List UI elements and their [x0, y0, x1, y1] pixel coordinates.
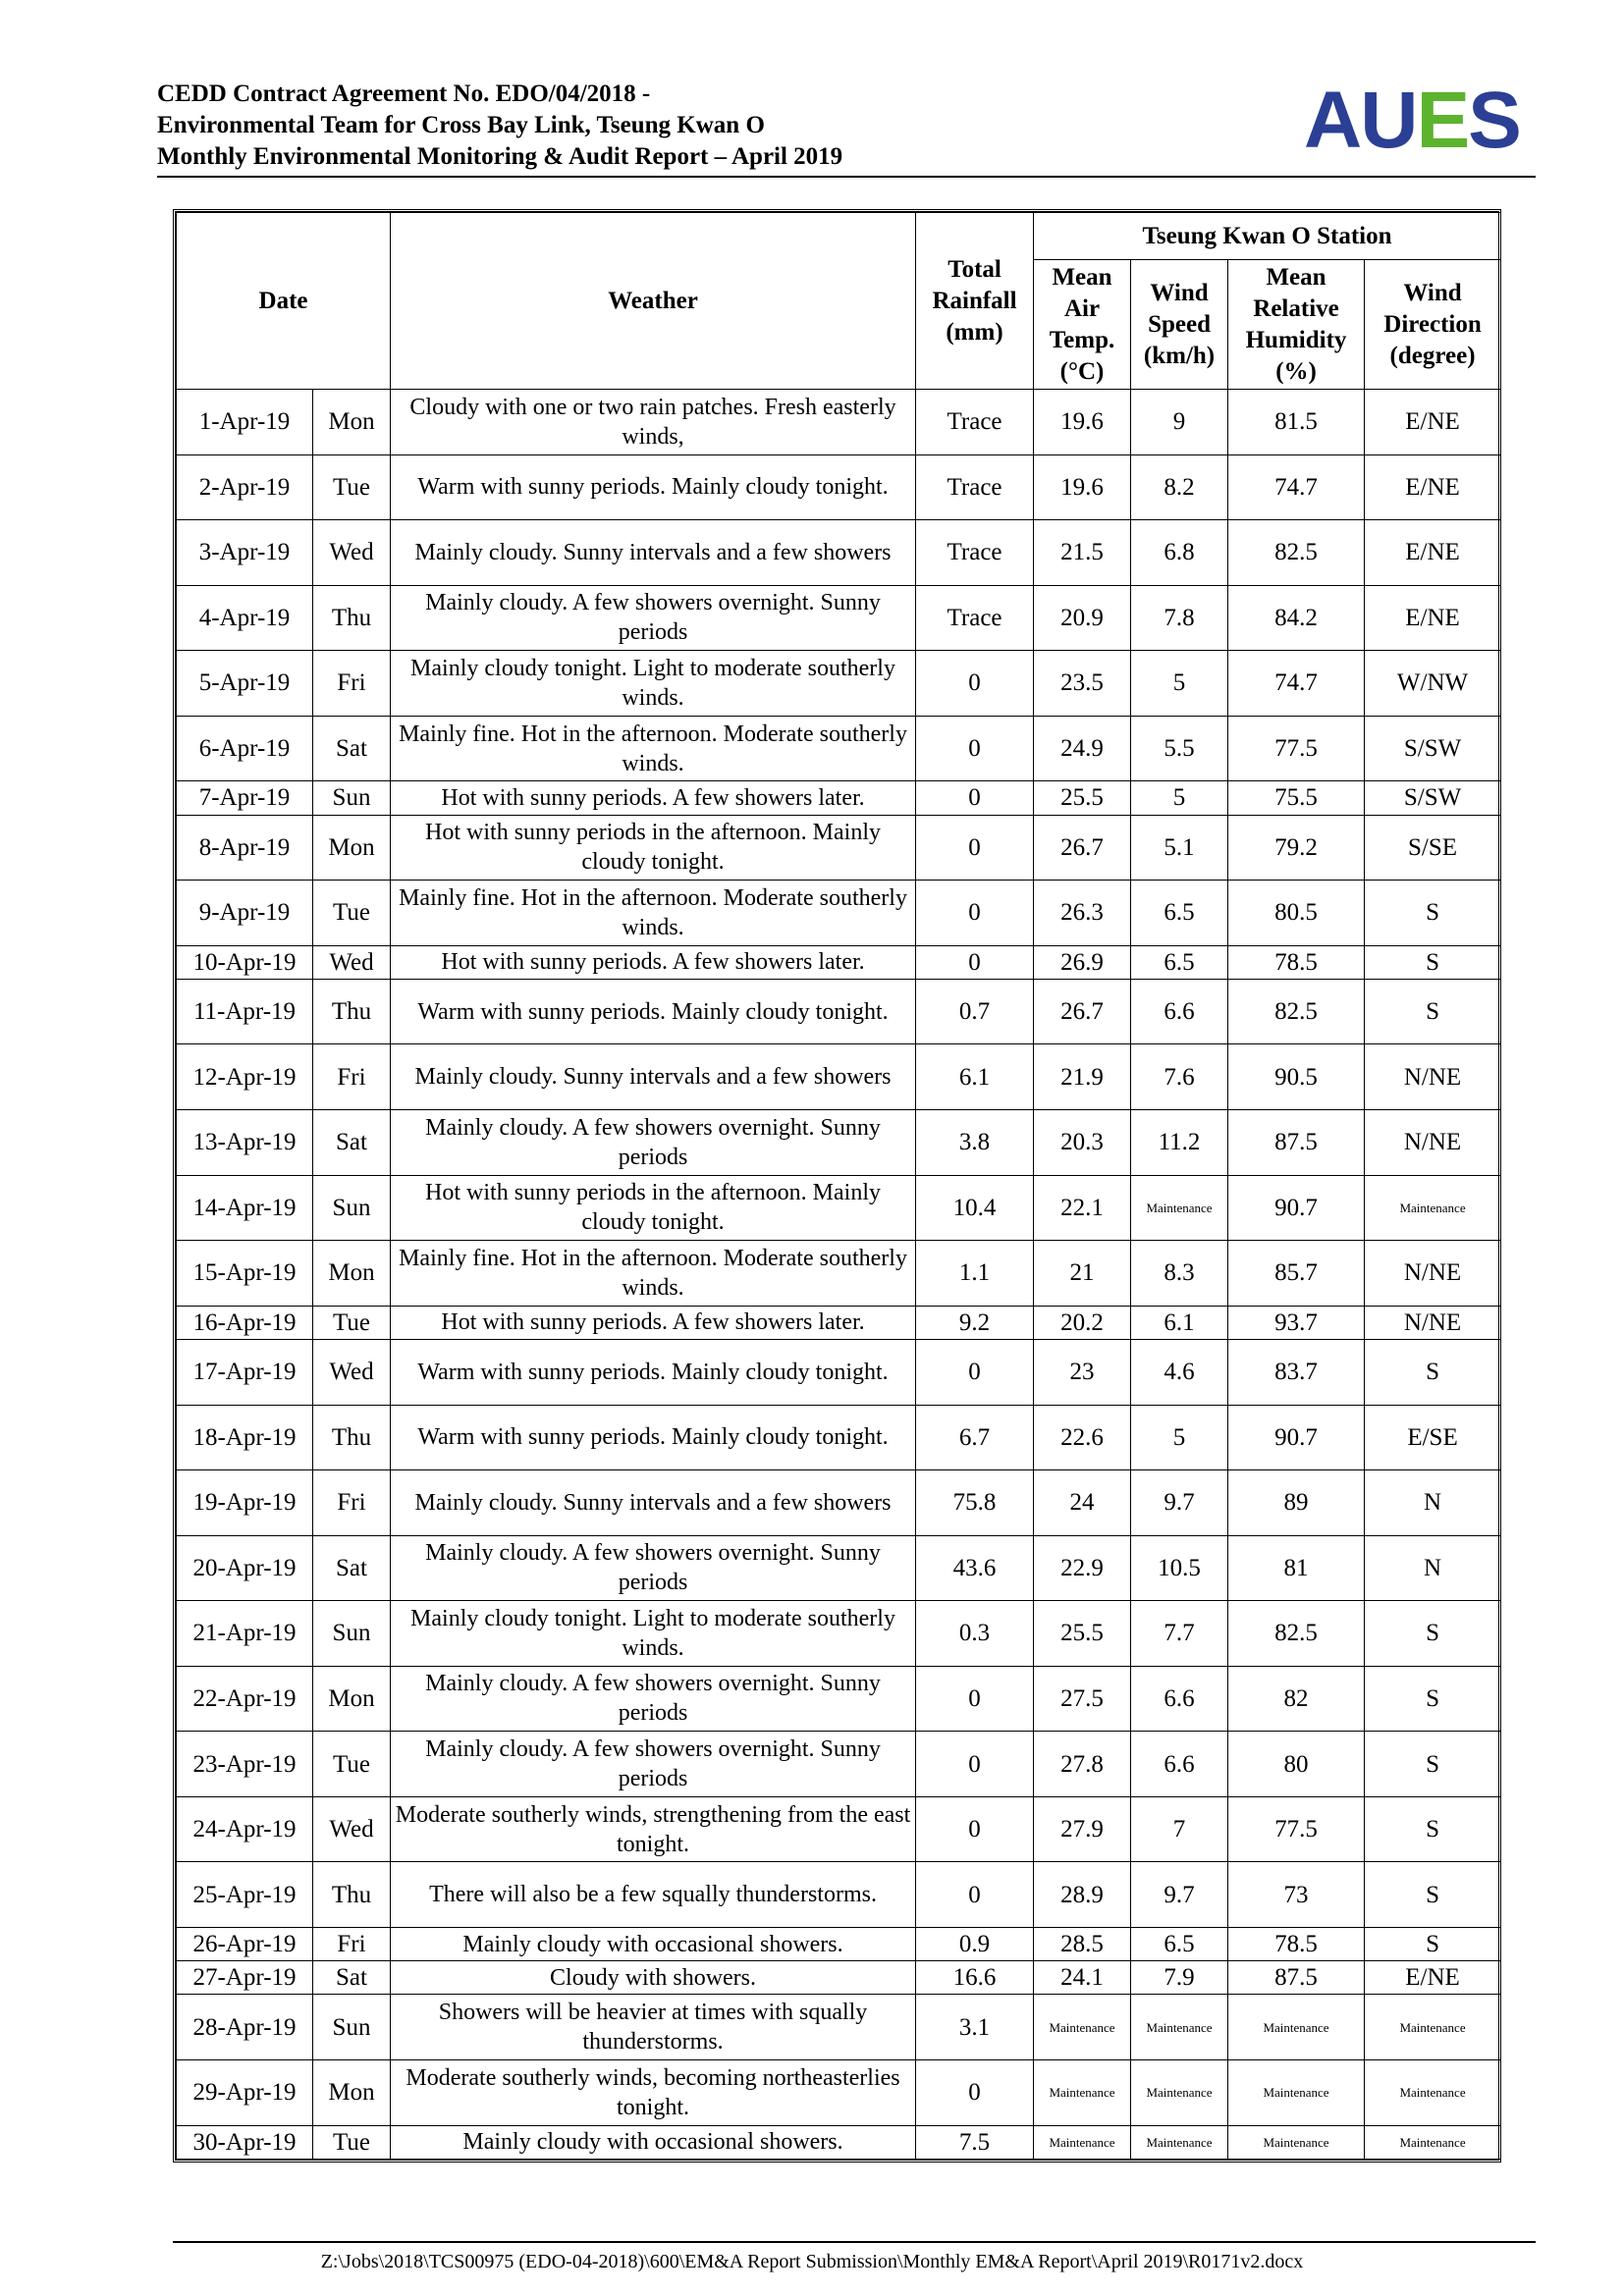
table-row [177, 815, 1501, 881]
table-row [177, 1601, 1501, 1667]
wind-direction-cell: N/NE [1365, 1241, 1501, 1307]
rainfall-cell: 9.2 [916, 1306, 1034, 1339]
table-row [177, 1470, 1501, 1536]
day-cell: Thu [313, 1405, 391, 1470]
temp-cell: 21.5 [1034, 520, 1131, 586]
temp-cell: 20.3 [1034, 1110, 1131, 1176]
weather-cell: Mainly cloudy tonight. Light to moderate southerly winds. [391, 651, 916, 717]
wind-speed-cell: 9 [1131, 390, 1228, 455]
rainfall-cell: 43.6 [916, 1535, 1034, 1601]
wind-speed-cell: 11.2 [1131, 1110, 1228, 1176]
wind-direction-cell: N/NE [1365, 1044, 1501, 1110]
day-cell: Sun [313, 781, 391, 815]
wind-direction-cell: E/NE [1365, 520, 1501, 586]
rainfall-cell: 0 [916, 781, 1034, 815]
wind-speed-cell: 7.7 [1131, 1601, 1228, 1667]
temp-cell: 26.3 [1034, 881, 1131, 946]
day-cell: Fri [313, 651, 391, 717]
table-row [177, 979, 1501, 1044]
weather-cell: Warm with sunny periods. Mainly cloudy tonight. [391, 979, 916, 1044]
day-cell: Sun [313, 1175, 391, 1241]
humidity-cell: 74.7 [1228, 651, 1365, 717]
humidity-cell: Maintenance [1228, 2125, 1365, 2159]
wind-direction-cell: Maintenance [1365, 2125, 1501, 2159]
humidity-cell: 79.2 [1228, 815, 1365, 881]
date-cell: 8-Apr-19 [177, 815, 313, 881]
temp-cell: 26.7 [1034, 979, 1131, 1044]
day-cell: Mon [313, 390, 391, 455]
humidity-cell: 90.7 [1228, 1175, 1365, 1241]
header-weather: Weather [391, 213, 916, 390]
date-cell: 29-Apr-19 [177, 2059, 313, 2125]
date-cell: 19-Apr-19 [177, 1470, 313, 1536]
wind-speed-cell: 6.6 [1131, 1732, 1228, 1797]
rainfall-cell: 6.1 [916, 1044, 1034, 1110]
day-cell: Thu [313, 1862, 391, 1928]
temp-cell: 27.9 [1034, 1796, 1131, 1862]
weather-cell: Showers will be heavier at times with squally thunderstorms. [391, 1995, 916, 2060]
wind-direction-cell: Maintenance [1365, 1175, 1501, 1241]
wind-direction-cell: S [1365, 1796, 1501, 1862]
humidity-cell: 82.5 [1228, 520, 1365, 586]
humidity-cell: Maintenance [1228, 1995, 1365, 2060]
rainfall-cell: 0 [916, 2059, 1034, 2125]
weather-cell: Mainly cloudy. Sunny intervals and a few showers [391, 1470, 916, 1536]
date-cell: 5-Apr-19 [177, 651, 313, 717]
table-row [177, 1732, 1501, 1797]
table-row [177, 520, 1501, 586]
day-cell: Thu [313, 979, 391, 1044]
wind-speed-cell: Maintenance [1131, 1175, 1228, 1241]
humidity-cell: 85.7 [1228, 1241, 1365, 1307]
date-cell: 1-Apr-19 [177, 390, 313, 455]
humidity-cell: 77.5 [1228, 1796, 1365, 1862]
wind-speed-cell: 5 [1131, 781, 1228, 815]
table-body [177, 390, 1501, 2160]
header-wind-direction: Wind Direction (degree) [1365, 260, 1501, 390]
table-row [177, 1961, 1501, 1995]
day-cell: Sat [313, 1110, 391, 1176]
temp-cell: 26.7 [1034, 815, 1131, 881]
rainfall-cell: Trace [916, 585, 1034, 651]
temp-cell: 19.6 [1034, 390, 1131, 455]
rainfall-cell: 7.5 [916, 2125, 1034, 2159]
temp-cell: Maintenance [1034, 2125, 1131, 2159]
humidity-cell: 78.5 [1228, 945, 1365, 979]
wind-direction-cell: S [1365, 1732, 1501, 1797]
temp-cell: 23.5 [1034, 651, 1131, 717]
rainfall-cell: 10.4 [916, 1175, 1034, 1241]
day-cell: Wed [313, 520, 391, 586]
wind-direction-cell: Maintenance [1365, 2059, 1501, 2125]
table-row [177, 1862, 1501, 1928]
footer-rule [173, 2241, 1536, 2243]
humidity-cell: 73 [1228, 1862, 1365, 1928]
date-cell: 20-Apr-19 [177, 1535, 313, 1601]
wind-speed-cell: 6.1 [1131, 1306, 1228, 1339]
wind-speed-cell: 7 [1131, 1796, 1228, 1862]
date-cell: 30-Apr-19 [177, 2125, 313, 2159]
date-cell: 25-Apr-19 [177, 1862, 313, 1928]
header-team-line: Environmental Team for Cross Bay Link, Tseung Kwan O [157, 112, 765, 138]
date-cell: 9-Apr-19 [177, 881, 313, 946]
weather-cell: Mainly fine. Hot in the afternoon. Moderate southerly winds. [391, 1241, 916, 1307]
temp-cell: 26.9 [1034, 945, 1131, 979]
day-cell: Sat [313, 1961, 391, 1995]
weather-cell: Hot with sunny periods. A few showers later. [391, 945, 916, 979]
humidity-cell: 75.5 [1228, 781, 1365, 815]
wind-direction-cell: N [1365, 1535, 1501, 1601]
date-cell: 11-Apr-19 [177, 979, 313, 1044]
rainfall-cell: 0 [916, 1796, 1034, 1862]
table-row [177, 2125, 1501, 2159]
aues-logo [1304, 77, 1520, 165]
header-station: Tseung Kwan O Station [1034, 213, 1501, 260]
date-cell: 17-Apr-19 [177, 1339, 313, 1405]
wind-direction-cell: W/NW [1365, 651, 1501, 717]
date-cell: 23-Apr-19 [177, 1732, 313, 1797]
humidity-cell: 77.5 [1228, 716, 1365, 781]
footer-file-path: Z:\Jobs\2018\TCS00975 (EDO-04-2018)\600\EM&A Report Submission\Monthly EM&A Report\April 2019\R0171v2.docx [320, 2251, 1304, 2272]
day-cell: Mon [313, 815, 391, 881]
weather-cell: Mainly cloudy. A few showers overnight. Sunny periods [391, 1732, 916, 1797]
weather-cell: Mainly cloudy. Sunny intervals and a few showers [391, 520, 916, 586]
date-cell: 22-Apr-19 [177, 1666, 313, 1732]
weather-cell: Mainly cloudy. A few showers overnight. Sunny periods [391, 1110, 916, 1176]
wind-speed-cell: 9.7 [1131, 1862, 1228, 1928]
table-row [177, 1405, 1501, 1470]
humidity-cell: 82.5 [1228, 1601, 1365, 1667]
humidity-cell: 80 [1228, 1732, 1365, 1797]
wind-direction-cell: S/SE [1365, 815, 1501, 881]
wind-speed-cell: 7.6 [1131, 1044, 1228, 1110]
date-cell: 26-Apr-19 [177, 1927, 313, 1960]
rainfall-cell: 0 [916, 1339, 1034, 1405]
rainfall-cell: 0.3 [916, 1601, 1034, 1667]
table-row [177, 945, 1501, 979]
weather-cell: Mainly cloudy. A few showers overnight. Sunny periods [391, 1666, 916, 1732]
logo-part-s: S [1468, 76, 1520, 165]
table-row [177, 1306, 1501, 1339]
humidity-cell: 87.5 [1228, 1961, 1365, 1995]
logo-part-au: AU [1304, 76, 1417, 165]
weather-cell: Warm with sunny periods. Mainly cloudy tonight. [391, 1339, 916, 1405]
header-rainfall: Total Rainfall (mm) [916, 213, 1034, 390]
wind-speed-cell: Maintenance [1131, 2059, 1228, 2125]
table-row [177, 1995, 1501, 2060]
wind-direction-cell: E/NE [1365, 1961, 1501, 1995]
humidity-cell: 90.7 [1228, 1405, 1365, 1470]
temp-cell: 22.9 [1034, 1535, 1131, 1601]
header-humidity: Mean Relative Humidity (%) [1228, 260, 1365, 390]
rainfall-cell: 16.6 [916, 1961, 1034, 1995]
humidity-cell: 90.5 [1228, 1044, 1365, 1110]
wind-speed-cell: 6.8 [1131, 520, 1228, 586]
date-cell: 28-Apr-19 [177, 1995, 313, 2060]
weather-cell: Mainly cloudy. Sunny intervals and a few showers [391, 1044, 916, 1110]
weather-cell: Mainly cloudy with occasional showers. [391, 2125, 916, 2159]
header-rule [157, 176, 1536, 178]
wind-direction-cell: E/NE [1365, 454, 1501, 520]
wind-direction-cell: Maintenance [1365, 1995, 1501, 2060]
temp-cell: 28.5 [1034, 1927, 1131, 1960]
wind-speed-cell: 5 [1131, 1405, 1228, 1470]
temp-cell: 21 [1034, 1241, 1131, 1307]
humidity-cell: 80.5 [1228, 881, 1365, 946]
rainfall-cell: Trace [916, 454, 1034, 520]
temp-cell: 21.9 [1034, 1044, 1131, 1110]
weather-cell: Mainly cloudy. A few showers overnight. Sunny periods [391, 585, 916, 651]
wind-speed-cell: 7.9 [1131, 1961, 1228, 1995]
weather-cell: There will also be a few squally thunderstorms. [391, 1862, 916, 1928]
header-contract-line: CEDD Contract Agreement No. EDO/04/2018 - [157, 80, 651, 107]
table-row [177, 390, 1501, 455]
day-cell: Fri [313, 1044, 391, 1110]
table-row [177, 716, 1501, 781]
rainfall-cell: 0 [916, 881, 1034, 946]
date-cell: 12-Apr-19 [177, 1044, 313, 1110]
wind-direction-cell: S [1365, 1601, 1501, 1667]
day-cell: Mon [313, 1241, 391, 1307]
temp-cell: 22.1 [1034, 1175, 1131, 1241]
weather-cell: Mainly fine. Hot in the afternoon. Moderate southerly winds. [391, 716, 916, 781]
temp-cell: 24.1 [1034, 1961, 1131, 1995]
temp-cell: 24.9 [1034, 716, 1131, 781]
wind-direction-cell: E/NE [1365, 390, 1501, 455]
table-row [177, 651, 1501, 717]
day-cell: Wed [313, 945, 391, 979]
wind-direction-cell: S [1365, 979, 1501, 1044]
weather-cell: Hot with sunny periods in the afternoon. Mainly cloudy tonight. [391, 815, 916, 881]
humidity-cell: 84.2 [1228, 585, 1365, 651]
temp-cell: 23 [1034, 1339, 1131, 1405]
day-cell: Fri [313, 1470, 391, 1536]
wind-speed-cell: 10.5 [1131, 1535, 1228, 1601]
logo-part-e: E [1416, 76, 1469, 165]
humidity-cell: 81.5 [1228, 390, 1365, 455]
humidity-cell: 82 [1228, 1666, 1365, 1732]
day-cell: Sun [313, 1601, 391, 1667]
weather-cell: Moderate southerly winds, strengthening from the east tonight. [391, 1796, 916, 1862]
temp-cell: 20.9 [1034, 585, 1131, 651]
header-date: Date [177, 213, 391, 390]
weather-cell: Warm with sunny periods. Mainly cloudy tonight. [391, 1405, 916, 1470]
date-cell: 13-Apr-19 [177, 1110, 313, 1176]
date-cell: 2-Apr-19 [177, 454, 313, 520]
rainfall-cell: 0 [916, 651, 1034, 717]
rainfall-cell: 0 [916, 945, 1034, 979]
weather-table-frame [173, 209, 1501, 2163]
rainfall-cell: 0.9 [916, 1927, 1034, 1960]
weather-table [176, 212, 1501, 2160]
day-cell: Thu [313, 585, 391, 651]
rainfall-cell: Trace [916, 390, 1034, 455]
table-row [177, 1927, 1501, 1960]
weather-cell: Warm with sunny periods. Mainly cloudy tonight. [391, 454, 916, 520]
wind-direction-cell: N/NE [1365, 1110, 1501, 1176]
day-cell: Mon [313, 1666, 391, 1732]
wind-speed-cell: 7.8 [1131, 585, 1228, 651]
wind-speed-cell: 5 [1131, 651, 1228, 717]
day-cell: Sat [313, 1535, 391, 1601]
day-cell: Wed [313, 1339, 391, 1405]
humidity-cell: 81 [1228, 1535, 1365, 1601]
table-row [177, 1535, 1501, 1601]
wind-direction-cell: E/SE [1365, 1405, 1501, 1470]
wind-direction-cell: S [1365, 881, 1501, 946]
table-row [177, 1175, 1501, 1241]
humidity-cell: 74.7 [1228, 454, 1365, 520]
wind-direction-cell: N/NE [1365, 1306, 1501, 1339]
weather-cell: Cloudy with one or two rain patches. Fresh easterly winds, [391, 390, 916, 455]
wind-speed-cell: 5.1 [1131, 815, 1228, 881]
weather-cell: Moderate southerly winds, becoming northeasterlies tonight. [391, 2059, 916, 2125]
weather-cell: Mainly fine. Hot in the afternoon. Moderate southerly winds. [391, 881, 916, 946]
table-row [177, 2059, 1501, 2125]
day-cell: Mon [313, 2059, 391, 2125]
table-row [177, 1110, 1501, 1176]
wind-direction-cell: S [1365, 1862, 1501, 1928]
wind-speed-cell: 8.2 [1131, 454, 1228, 520]
date-cell: 24-Apr-19 [177, 1796, 313, 1862]
rainfall-cell: 0.7 [916, 979, 1034, 1044]
temp-cell: 28.9 [1034, 1862, 1131, 1928]
wind-direction-cell: S [1365, 945, 1501, 979]
weather-cell: Cloudy with showers. [391, 1961, 916, 1995]
humidity-cell: 82.5 [1228, 979, 1365, 1044]
date-cell: 21-Apr-19 [177, 1601, 313, 1667]
humidity-cell: 89 [1228, 1470, 1365, 1536]
humidity-cell: 83.7 [1228, 1339, 1365, 1405]
weather-cell: Hot with sunny periods. A few showers later. [391, 781, 916, 815]
day-cell: Fri [313, 1927, 391, 1960]
wind-speed-cell: Maintenance [1131, 1995, 1228, 2060]
weather-cell: Hot with sunny periods in the afternoon. Mainly cloudy tonight. [391, 1175, 916, 1241]
wind-speed-cell: 6.5 [1131, 945, 1228, 979]
rainfall-cell: 1.1 [916, 1241, 1034, 1307]
wind-direction-cell: S [1365, 1666, 1501, 1732]
wind-speed-cell: 4.6 [1131, 1339, 1228, 1405]
wind-speed-cell: 8.3 [1131, 1241, 1228, 1307]
table-row [177, 1044, 1501, 1110]
wind-speed-cell: 6.5 [1131, 1927, 1228, 1960]
header-wind-speed: Wind Speed (km/h) [1131, 260, 1228, 390]
wind-speed-cell: Maintenance [1131, 2125, 1228, 2159]
date-cell: 3-Apr-19 [177, 520, 313, 586]
humidity-cell: 78.5 [1228, 1927, 1365, 1960]
rainfall-cell: Trace [916, 520, 1034, 586]
rainfall-cell: 3.8 [916, 1110, 1034, 1176]
wind-speed-cell: 6.6 [1131, 979, 1228, 1044]
date-cell: 15-Apr-19 [177, 1241, 313, 1307]
rainfall-cell: 75.8 [916, 1470, 1034, 1536]
date-cell: 27-Apr-19 [177, 1961, 313, 1995]
wind-direction-cell: S [1365, 1927, 1501, 1960]
temp-cell: 22.6 [1034, 1405, 1131, 1470]
rainfall-cell: 0 [916, 1862, 1034, 1928]
date-cell: 10-Apr-19 [177, 945, 313, 979]
temp-cell: 27.5 [1034, 1666, 1131, 1732]
temp-cell: 25.5 [1034, 781, 1131, 815]
day-cell: Wed [313, 1796, 391, 1862]
weather-cell: Mainly cloudy tonight. Light to moderate southerly winds. [391, 1601, 916, 1667]
day-cell: Tue [313, 1732, 391, 1797]
humidity-cell: Maintenance [1228, 2059, 1365, 2125]
date-cell: 14-Apr-19 [177, 1175, 313, 1241]
rainfall-cell: 0 [916, 716, 1034, 781]
temp-cell: 24 [1034, 1470, 1131, 1536]
date-cell: 4-Apr-19 [177, 585, 313, 651]
day-cell: Tue [313, 881, 391, 946]
date-cell: 18-Apr-19 [177, 1405, 313, 1470]
rainfall-cell: 0 [916, 1666, 1034, 1732]
temp-cell: 25.5 [1034, 1601, 1131, 1667]
humidity-cell: 93.7 [1228, 1306, 1365, 1339]
day-cell: Tue [313, 2125, 391, 2159]
day-cell: Sat [313, 716, 391, 781]
table-row [177, 781, 1501, 815]
temp-cell: Maintenance [1034, 1995, 1131, 2060]
day-cell: Sun [313, 1995, 391, 2060]
day-cell: Tue [313, 454, 391, 520]
wind-direction-cell: N [1365, 1470, 1501, 1536]
table-row [177, 1796, 1501, 1862]
table-row [177, 1339, 1501, 1405]
wind-speed-cell: 6.5 [1131, 881, 1228, 946]
wind-direction-cell: S/SW [1365, 781, 1501, 815]
rainfall-cell: 0 [916, 815, 1034, 881]
rainfall-cell: 3.1 [916, 1995, 1034, 2060]
date-cell: 16-Apr-19 [177, 1306, 313, 1339]
table-row [177, 881, 1501, 946]
wind-speed-cell: 6.6 [1131, 1666, 1228, 1732]
humidity-cell: 87.5 [1228, 1110, 1365, 1176]
rainfall-cell: 0 [916, 1732, 1034, 1797]
weather-cell: Hot with sunny periods. A few showers later. [391, 1306, 916, 1339]
day-cell: Tue [313, 1306, 391, 1339]
wind-direction-cell: S/SW [1365, 716, 1501, 781]
weather-cell: Mainly cloudy. A few showers overnight. Sunny periods [391, 1535, 916, 1601]
table-row [177, 454, 1501, 520]
table-row [177, 585, 1501, 651]
wind-direction-cell: S [1365, 1339, 1501, 1405]
rainfall-cell: 6.7 [916, 1405, 1034, 1470]
wind-speed-cell: 9.7 [1131, 1470, 1228, 1536]
temp-cell: 19.6 [1034, 454, 1131, 520]
weather-cell: Mainly cloudy with occasional showers. [391, 1927, 916, 1960]
table-row [177, 1241, 1501, 1307]
wind-direction-cell: E/NE [1365, 585, 1501, 651]
header-temp: Mean Air Temp. (°C) [1034, 260, 1131, 390]
date-cell: 6-Apr-19 [177, 716, 313, 781]
table-row [177, 1666, 1501, 1732]
temp-cell: Maintenance [1034, 2059, 1131, 2125]
date-cell: 7-Apr-19 [177, 781, 313, 815]
header-report-line: Monthly Environmental Monitoring & Audit Report – April 2019 [157, 143, 843, 170]
temp-cell: 20.2 [1034, 1306, 1131, 1339]
temp-cell: 27.8 [1034, 1732, 1131, 1797]
wind-speed-cell: 5.5 [1131, 716, 1228, 781]
